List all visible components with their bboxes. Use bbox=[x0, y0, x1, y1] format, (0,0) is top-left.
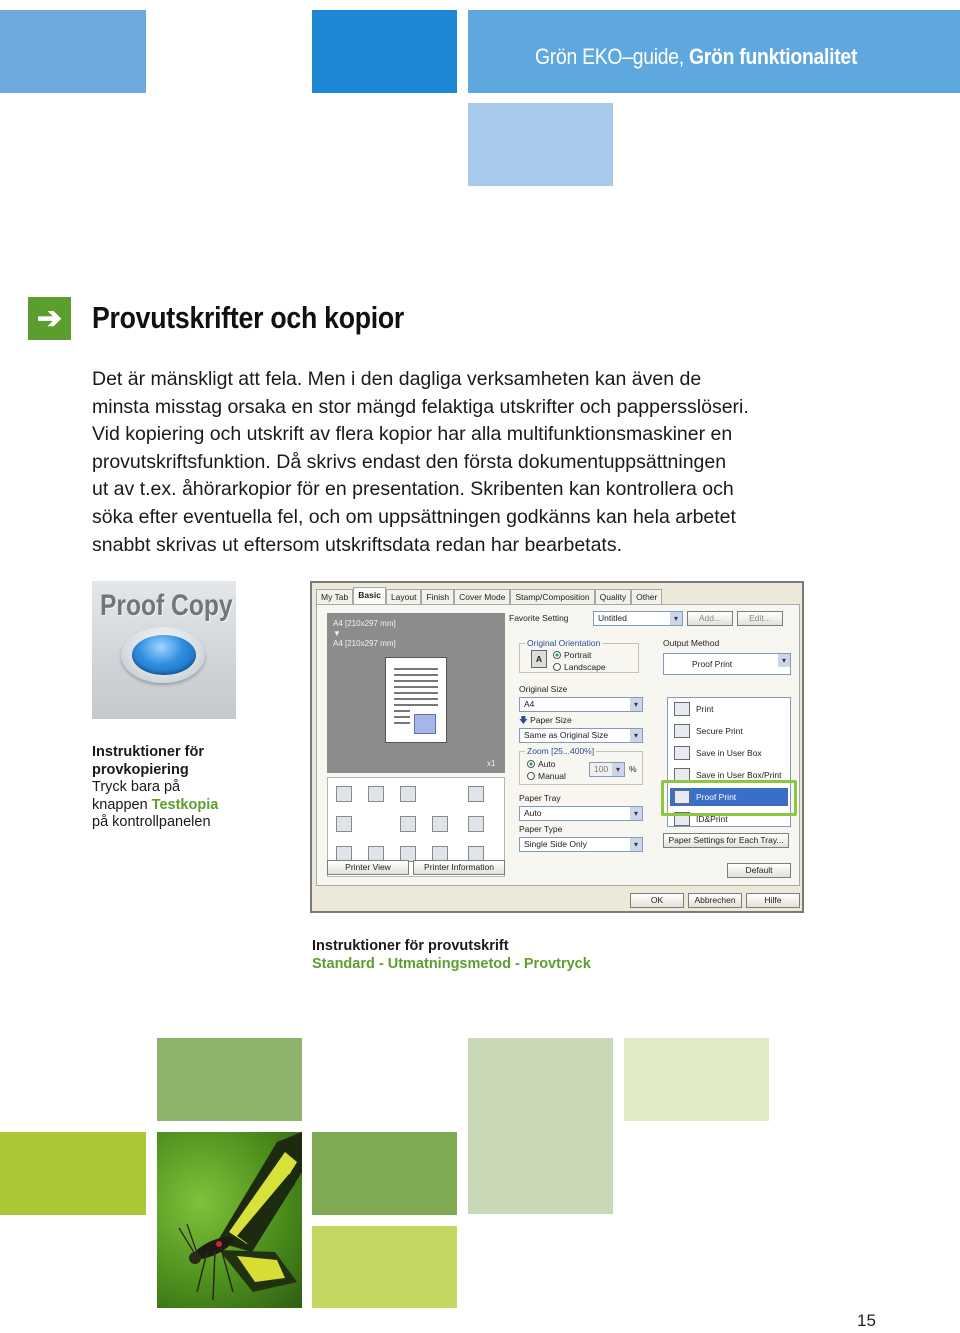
body-paragraph bbox=[92, 366, 812, 559]
help-button[interactable]: Hilfe bbox=[746, 893, 800, 908]
favorite-setting-select[interactable]: Untitled ▾ bbox=[593, 611, 683, 626]
path-proof-print: Provtryck bbox=[523, 955, 591, 972]
paper-type-label: Paper Type bbox=[519, 824, 563, 834]
default-button[interactable]: Default bbox=[727, 863, 791, 878]
proof-print-highlight bbox=[661, 780, 797, 816]
preview-size-1: A4 [210x297 mm] bbox=[333, 619, 396, 628]
portrait-label: Portrait bbox=[564, 650, 592, 660]
tab-stamp-composition[interactable]: Stamp/Composition bbox=[510, 589, 594, 605]
duplex-icon[interactable] bbox=[368, 786, 384, 802]
zoom-manual-label: Manual bbox=[538, 771, 566, 781]
body-line: Vid kopiering och utskrift av flera kopior har alla multifunktionsmaskiner en bbox=[92, 423, 733, 446]
zoom-input[interactable]: 100 ▾ bbox=[589, 762, 625, 777]
paper-size-select[interactable]: Same as Original Size ▾ bbox=[519, 728, 643, 743]
butterfly-icon bbox=[157, 1132, 302, 1308]
body-line: söka efter eventuella fel, och om uppsättningen godkänns kan hela arbetet bbox=[92, 505, 736, 528]
path-standard: Standard bbox=[312, 955, 375, 972]
zoom-auto-radio[interactable] bbox=[527, 759, 556, 769]
caption-copy-title: Instruktioner för bbox=[92, 744, 204, 760]
paper-type-select[interactable]: Single Side Only ▾ bbox=[519, 837, 643, 852]
paper-tray-label: Paper Tray bbox=[519, 793, 561, 803]
output-option-print[interactable]: Print bbox=[670, 700, 788, 718]
tab-layout[interactable]: Layout bbox=[386, 589, 422, 605]
path-separator: - bbox=[510, 955, 524, 972]
watermark-icon[interactable] bbox=[400, 816, 416, 832]
cancel-button[interactable]: Abbrechen bbox=[688, 893, 742, 908]
body-line: ut av t.ex. åhörarkopior för en presentation. Skribenten kan kontrollera och bbox=[92, 478, 734, 501]
body-line: Det är mänskligt att fela. Men i den dagliga verksamheten kan även de bbox=[92, 368, 702, 390]
output-option-proof-print[interactable]: Proof Print bbox=[670, 788, 788, 806]
original-size-select[interactable]: A4 ▾ bbox=[519, 697, 643, 712]
proof-copy-button bbox=[132, 635, 196, 675]
collage-block bbox=[312, 1132, 457, 1215]
output-option-secure-print[interactable]: Secure Print bbox=[670, 722, 788, 740]
printer-information-button[interactable]: Printer Information bbox=[413, 860, 505, 875]
dialog-tabs bbox=[316, 587, 662, 605]
caption-copy-prefix: knappen bbox=[92, 796, 152, 813]
tab-basic[interactable]: Basic bbox=[353, 587, 386, 605]
combine-icon[interactable] bbox=[400, 786, 416, 802]
paper-tray-select[interactable]: Auto ▾ bbox=[519, 806, 643, 821]
header-title bbox=[535, 44, 887, 70]
tab-my-tab[interactable]: My Tab bbox=[316, 589, 353, 605]
layout-icon[interactable] bbox=[336, 786, 352, 802]
caption-copy-highlight: Testkopia bbox=[151, 796, 219, 813]
punch-icon[interactable] bbox=[432, 816, 448, 832]
caption-print-title: Instruktioner för provutskrift bbox=[312, 938, 509, 954]
zoom-label: Zoom [25...400%] bbox=[527, 746, 595, 756]
output-option-save-box[interactable]: Save in User Box bbox=[670, 744, 788, 762]
orientation-icon: A bbox=[531, 650, 547, 668]
proof-copy-label: Proof Copy bbox=[100, 589, 233, 622]
tab-finish[interactable]: Finish bbox=[421, 589, 454, 605]
caption-print bbox=[312, 938, 591, 973]
landscape-radio[interactable] bbox=[553, 662, 606, 672]
header-block-2 bbox=[312, 10, 457, 93]
printer-view-button[interactable]: Printer View bbox=[327, 860, 409, 875]
collage-block bbox=[624, 1038, 769, 1121]
paper-size-label: Paper Size bbox=[530, 715, 572, 725]
caption-copy-line: på kontrollpanelen bbox=[92, 814, 211, 830]
paper-size-row bbox=[519, 715, 572, 729]
staple-icon[interactable] bbox=[336, 816, 352, 832]
preview-copies: x1 bbox=[487, 759, 496, 768]
header-block-3 bbox=[468, 103, 613, 186]
section-title: Provutskrifter och kopior bbox=[92, 300, 405, 335]
arrow-down-icon: ▼ bbox=[333, 629, 341, 638]
preview-size-2: A4 [210x297 mm] bbox=[333, 639, 396, 648]
zoom-auto-label: Auto bbox=[538, 759, 556, 769]
caption-copy-line bbox=[92, 797, 218, 815]
portrait-radio[interactable] bbox=[553, 650, 591, 660]
body-line: snabbt skrivas ut eftersom utskriftsdata redan har bearbetats. bbox=[92, 533, 623, 556]
body-line: provutskriftsfunktion. Då skrivs endast den första dokumentuppsättningen bbox=[92, 450, 727, 473]
body-line: minsta misstag orsaka en stor mängd felaktiga utskrifter och pappersslöseri. bbox=[92, 395, 749, 418]
collage-block bbox=[312, 1226, 457, 1308]
printer-icon bbox=[674, 702, 690, 716]
caption-copy-title-2: provkopiering bbox=[92, 761, 189, 778]
output-method-value: Proof Print bbox=[692, 659, 733, 669]
arrow-glyph: ➔ bbox=[36, 302, 63, 335]
caption-copy bbox=[92, 744, 218, 832]
collage-block bbox=[0, 1132, 146, 1215]
collage-block bbox=[468, 1038, 613, 1214]
tab-quality[interactable]: Quality bbox=[595, 589, 631, 605]
dialog-panel bbox=[316, 604, 800, 886]
zoom-unit: % bbox=[629, 764, 637, 774]
output-method-select[interactable] bbox=[663, 653, 791, 675]
add-button[interactable]: Add... bbox=[687, 611, 733, 626]
butterfly-photo bbox=[157, 1132, 302, 1308]
box-icon bbox=[674, 746, 690, 760]
edit-button[interactable]: Edit... bbox=[737, 611, 783, 626]
original-size-label: Original Size bbox=[519, 684, 568, 694]
down-arrow-icon: 🡇 bbox=[519, 715, 528, 725]
caption-copy-line: Tryck bara på bbox=[92, 779, 181, 795]
path-output-method: Utmatningsmetod bbox=[387, 955, 511, 972]
tab-other[interactable]: Other bbox=[631, 589, 662, 605]
output-method-label: Output Method bbox=[663, 638, 720, 648]
caption-print-path bbox=[312, 956, 591, 974]
favorite-setting-label: Favorite Setting bbox=[509, 613, 569, 623]
arrow-right-icon bbox=[28, 297, 71, 340]
output-option-id-print[interactable]: ID&Print bbox=[670, 810, 788, 828]
page-preview bbox=[385, 657, 447, 743]
collage-block bbox=[157, 1038, 302, 1121]
lock-icon bbox=[674, 724, 690, 738]
tab-cover-mode[interactable]: Cover Mode bbox=[454, 589, 510, 605]
header-prefix: Grön EKO–guide, bbox=[535, 44, 689, 69]
fold-icon[interactable] bbox=[468, 816, 484, 832]
output-option-save-box-print[interactable]: Save in User Box/Print bbox=[670, 766, 788, 784]
ok-button[interactable]: OK bbox=[630, 893, 684, 908]
paper-settings-button[interactable]: Paper Settings for Each Tray... bbox=[663, 833, 789, 848]
landscape-label: Landscape bbox=[564, 662, 606, 672]
print-dialog-screenshot bbox=[310, 581, 804, 913]
page-number: 15 bbox=[857, 1311, 876, 1330]
path-separator: - bbox=[374, 955, 388, 972]
header-block-1 bbox=[0, 10, 146, 93]
header-section: Grön funktionalitet bbox=[688, 44, 858, 69]
rotate-icon[interactable] bbox=[468, 786, 484, 802]
proof-copy-photo bbox=[92, 581, 236, 719]
zoom-manual-radio[interactable] bbox=[527, 771, 566, 781]
orientation-label: Original Orientation bbox=[527, 638, 601, 648]
print-preview bbox=[327, 613, 505, 773]
